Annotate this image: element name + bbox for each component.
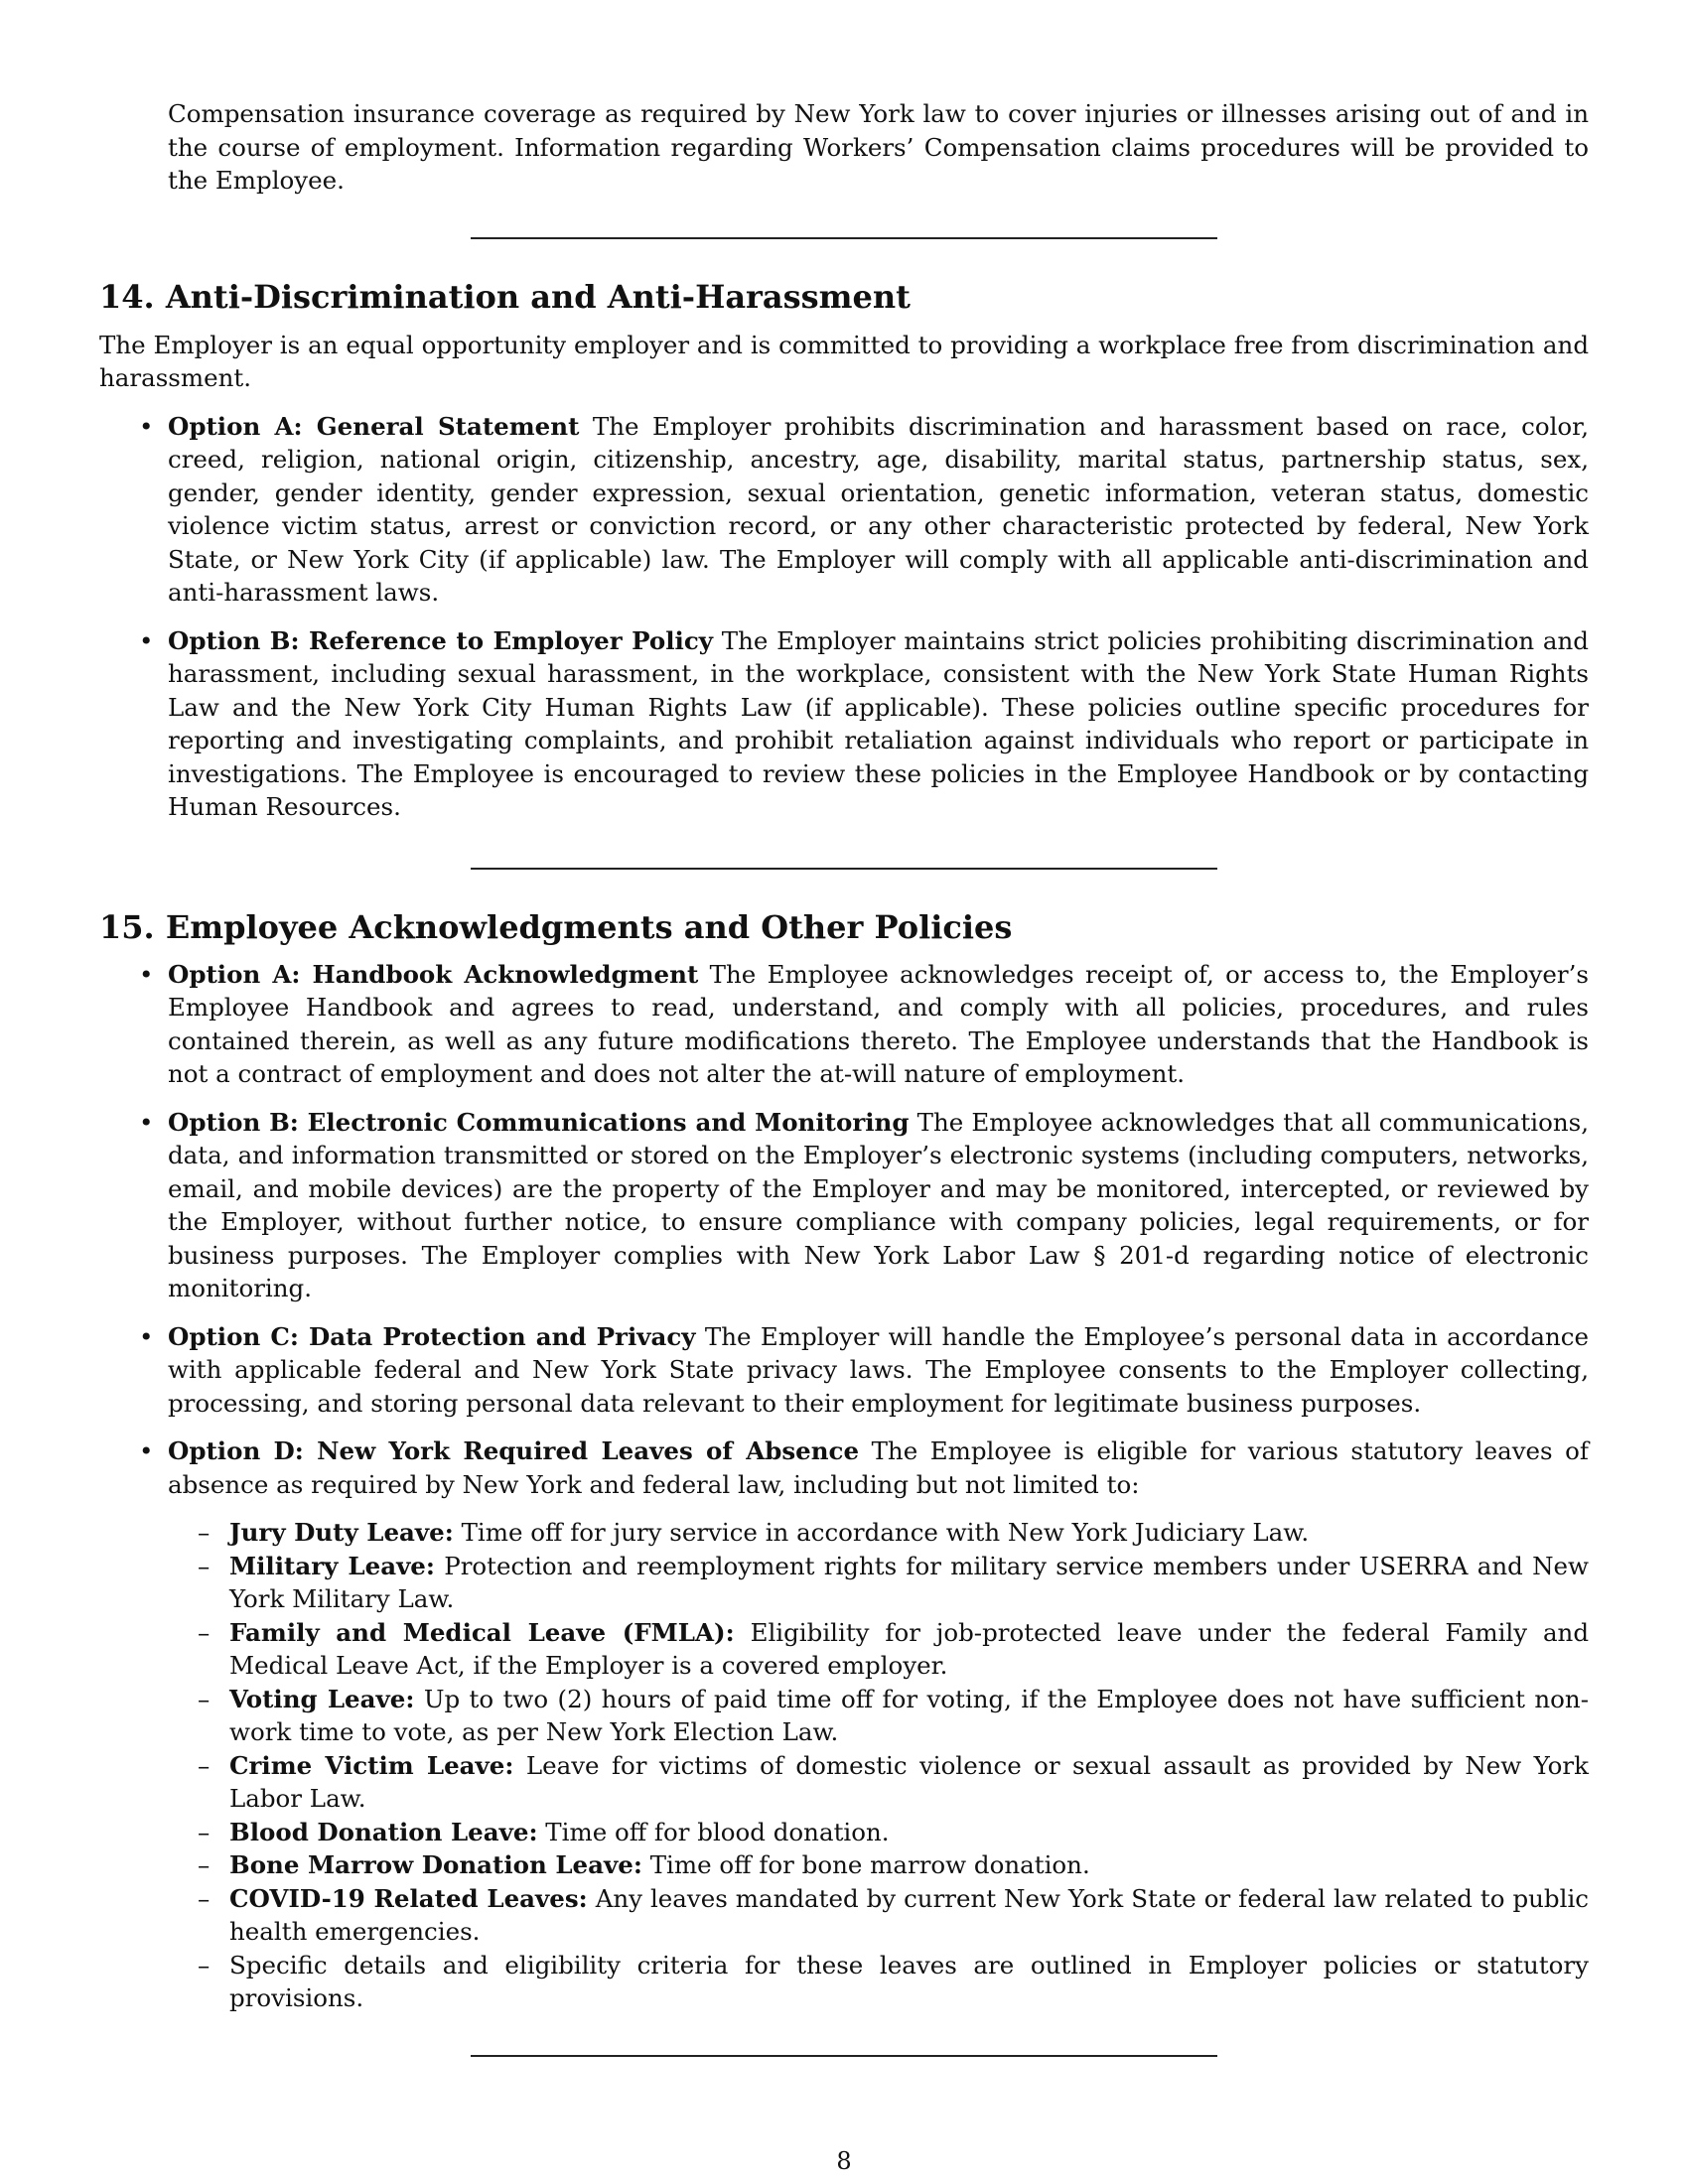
section-divider bbox=[471, 868, 1217, 870]
leave-title: Bone Marrow Donation Leave: bbox=[229, 1850, 642, 1879]
dash-icon: – bbox=[198, 1684, 211, 1713]
leave-item-details bbox=[168, 1949, 1589, 2015]
leave-item-voting bbox=[168, 1683, 1589, 1749]
dash-icon: – bbox=[198, 1817, 211, 1846]
leave-text: Leave for victims of domestic violence or sexual assault as provided by New York Labor Law. bbox=[229, 1750, 1589, 1813]
leave-title: Military Leave: bbox=[229, 1551, 435, 1580]
page-number: 8 bbox=[836, 2147, 852, 2175]
leave-item-military bbox=[168, 1550, 1589, 1616]
leave-item-bone-marrow bbox=[168, 1848, 1589, 1882]
dash-icon: – bbox=[198, 1617, 211, 1647]
leave-text: Up to two (2) hours of paid time off for voting, if the Employee does not have sufficient non-work time to vote, as per New York Election Law. bbox=[229, 1684, 1589, 1746]
section-14-intro: The Employer is an equal opportunity employer and is committed to providing a workplace free from discrimination and harassment. bbox=[99, 330, 1589, 392]
dash-icon: – bbox=[198, 1950, 211, 1979]
section-14-option-a bbox=[99, 410, 1589, 610]
bullet-icon: • bbox=[139, 1107, 154, 1137]
bullet-icon: • bbox=[139, 959, 154, 989]
section-15-option-c bbox=[99, 1320, 1589, 1421]
option-text: The Employee acknowledges that all communications, data, and information transmitted or stored on the Employer’s electronic systems (including computers, networks, email, and mobile devices) are the property of the Employer and may be monitored, intercepted, or reviewed by the Employer, without further notice, to ensure compliance with company policies, legal requirements, or for business purposes. The Employer complies with New York Labor Law § 201-d regarding notice of electronic monitoring. bbox=[168, 1107, 1589, 1302]
bullet-icon: • bbox=[139, 1436, 154, 1465]
leave-title: Jury Duty Leave: bbox=[229, 1518, 454, 1547]
option-title: Option C: Data Protection and Privacy bbox=[168, 1321, 696, 1351]
leave-item-fmla bbox=[168, 1616, 1589, 1683]
section-15-options bbox=[99, 958, 1589, 2015]
document-page bbox=[99, 97, 1589, 2057]
leave-text: Time off for jury service in accordance with New York Judiciary Law. bbox=[461, 1518, 1310, 1547]
dash-icon: – bbox=[198, 1518, 211, 1547]
section-15-option-a bbox=[99, 958, 1589, 1091]
bullet-icon: • bbox=[139, 1321, 154, 1351]
section-divider bbox=[471, 2055, 1217, 2057]
option-text: The Employee acknowledges receipt of, or access to, the Employer’s Employee Handbook and agrees to read, understand, and comply with all policies, procedures, and rules contained therein, as well as any future modifications thereto. The Employee understands that the Handbook is not a contract of employment and does not alter the at-will nature of employment. bbox=[168, 959, 1590, 1088]
section-divider bbox=[471, 237, 1217, 239]
leave-item-blood-donation bbox=[168, 1816, 1589, 1849]
leave-title: Crime Victim Leave: bbox=[229, 1750, 514, 1780]
leave-text: Protection and reemployment rights for military service members under USERRA and New York Military Law. bbox=[229, 1551, 1590, 1613]
option-title: Option B: Reference to Employer Policy bbox=[168, 625, 714, 655]
section-15-heading: 15. Employee Acknowledgments and Other Policies bbox=[99, 907, 1013, 946]
bullet-icon: • bbox=[139, 411, 154, 441]
dash-icon: – bbox=[198, 1750, 211, 1780]
option-title: Option D: New York Required Leaves of Absence bbox=[168, 1436, 860, 1465]
leave-text: Eligibility for job-protected leave under the federal Family and Medical Leave Act, if the Employer is a covered employer. bbox=[229, 1617, 1590, 1680]
leave-title: Family and Medical Leave (FMLA): bbox=[229, 1617, 735, 1647]
option-text: The Employer will handle the Employee’s personal data in accordance with applicable federal and New York State privacy laws. The Employee consents to the Employer collecting, processing, and storing personal data relevant to their employment for legitimate business purposes. bbox=[168, 1321, 1589, 1418]
option-title: Option A: Handbook Acknowledgment bbox=[168, 959, 699, 989]
leave-title: Blood Donation Leave: bbox=[229, 1817, 538, 1846]
leaves-list bbox=[168, 1516, 1589, 2015]
section-15-option-d bbox=[99, 1434, 1589, 2015]
leave-text: Specific details and eligibility criteria for these leaves are outlined in Employer policies or statutory provisions. bbox=[229, 1950, 1589, 2012]
leave-text: Time off for bone marrow donation. bbox=[649, 1850, 1090, 1879]
option-text: The Employee is eligible for various statutory leaves of absence as required by New York and federal law, including but not limited to: bbox=[168, 1436, 1589, 1499]
dash-icon: – bbox=[198, 1551, 211, 1580]
leave-item-jury-duty bbox=[168, 1516, 1589, 1550]
leave-text: Time off for blood donation. bbox=[545, 1817, 890, 1846]
option-text: The Employer prohibits discrimination and harassment based on race, color, creed, religion, national origin, citizenship, ancestry, age, disability, marital status, partnership status, sex, gender, gender identity, gender expression, sexual orientation, genetic information, veteran status, domestic violence victim status, arrest or conviction record, or any other characteristic protected by federal, New York State, or New York City (if applicable) law. The Employer will comply with all applicable anti-discrimination and anti-harassment laws. bbox=[168, 411, 1589, 607]
option-text: The Employer maintains strict policies prohibiting discrimination and harassment, including sexual harassment, in the workplace, consistent with the New York State Human Rights Law and the New York City Human Rights Law (if applicable). These policies outline specific procedures for reporting and investigating complaints, and prohibit retaliation against individuals who report or participate in investigations. The Employee is encouraged to review these policies in the Employee Handbook or by contacting Human Resources. bbox=[168, 625, 1589, 821]
dash-icon: – bbox=[198, 1883, 211, 1913]
section-14-option-b bbox=[99, 624, 1589, 824]
section-15-option-b bbox=[99, 1106, 1589, 1305]
leave-item-covid-19 bbox=[168, 1882, 1589, 1949]
section-14-options bbox=[99, 410, 1589, 824]
continued-paragraph: Compensation insurance coverage as required by New York law to cover injuries or illnesses arising out of and in the course of employment. Information regarding Workers’ Compensation claims procedures will be provided to the Employee. bbox=[168, 99, 1589, 195]
leave-title: COVID-19 Related Leaves: bbox=[229, 1883, 588, 1913]
bullet-icon: • bbox=[139, 625, 154, 655]
leave-item-crime-victim bbox=[168, 1749, 1589, 1816]
section-14-heading: 14. Anti-Discrimination and Anti-Harassment bbox=[99, 277, 911, 316]
option-title: Option B: Electronic Communications and Monitoring bbox=[168, 1107, 910, 1137]
leave-title: Voting Leave: bbox=[229, 1684, 415, 1713]
dash-icon: – bbox=[198, 1850, 211, 1879]
leave-text: Any leaves mandated by current New York State or federal law related to public health emergencies. bbox=[229, 1883, 1590, 1946]
option-title: Option A: General Statement bbox=[168, 411, 580, 441]
